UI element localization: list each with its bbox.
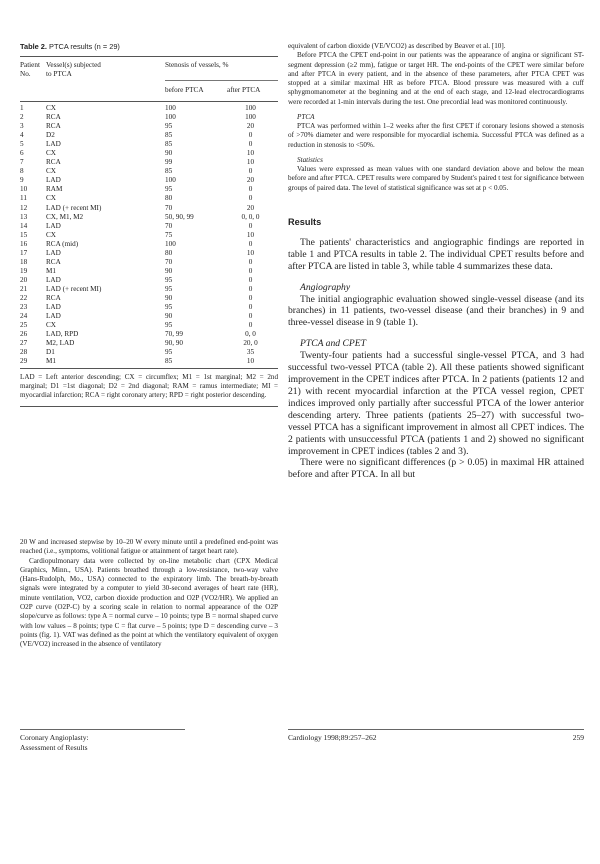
table-row: [20, 231, 278, 240]
cell-vessel: LAD: [46, 140, 61, 149]
cell-patient: 2: [20, 113, 24, 122]
cell-vessel: M2, LAD: [46, 339, 75, 348]
cell-after: 0: [248, 185, 253, 194]
cell-after: 0, 0, 0: [241, 212, 260, 221]
cell-vessel: RCA: [46, 158, 61, 167]
paragraph: Values were expressed as mean values with one standard deviation above and below the mean before and after PTCA. CPET results were compared by Student's paired t test for significance between groups of paired data. The level of statistical significance was set at p < 0.05.: [288, 164, 584, 192]
cell-before: 70: [165, 203, 173, 212]
table-bottom-rule: [20, 368, 278, 369]
cell-patient: 21: [20, 284, 28, 293]
cell-before: 100: [165, 113, 176, 122]
cell-after: 10: [246, 230, 255, 239]
table-row: [20, 167, 278, 176]
cell-after: 20: [246, 176, 255, 185]
cell-after: 10: [246, 158, 255, 167]
subheading-statistics: Statistics: [297, 155, 323, 164]
table-row: [20, 176, 278, 185]
cell-before: 90: [165, 293, 173, 302]
cell-after: 0: [248, 303, 253, 312]
table-row: [20, 276, 278, 285]
cell-before: 100: [165, 176, 176, 185]
cell-before: 90: [165, 312, 173, 321]
subheading-ptca-cpet: PTCA and CPET: [300, 338, 366, 350]
table-row: [20, 267, 278, 276]
header-stenosis: Stenosis of vessels, %: [165, 61, 229, 69]
cell-vessel: LAD: [46, 176, 61, 185]
cell-vessel: LAD: [46, 275, 61, 284]
table-row: [20, 240, 278, 249]
cell-after: 0: [248, 312, 253, 321]
journal-citation: Cardiology 1998;89:257–262: [288, 733, 377, 742]
cell-vessel: CX, M1, M2: [46, 212, 84, 221]
table-header-rule: [20, 101, 278, 102]
cell-patient: 28: [20, 348, 28, 357]
cell-after: 10: [246, 357, 255, 366]
header-vessel: Vessel(s) subjected to PTCA: [46, 61, 101, 78]
cell-after: 10: [246, 149, 255, 158]
cell-before: 95: [165, 348, 173, 357]
header-patient: Patient No.: [20, 61, 40, 78]
cell-after: 35: [246, 348, 255, 357]
cell-vessel: LAD: [46, 312, 61, 321]
table-2: [20, 42, 278, 407]
cell-after: 0, 0: [245, 330, 256, 339]
cell-patient: 17: [20, 248, 28, 257]
cell-patient: 19: [20, 266, 28, 275]
cell-before: 85: [165, 167, 173, 176]
cell-before: 99: [165, 158, 173, 167]
table-row: [20, 222, 278, 231]
cell-vessel: LAD: [46, 303, 61, 312]
table-row: [20, 285, 278, 294]
table-row: [20, 357, 278, 366]
cell-patient: 16: [20, 239, 28, 248]
cell-before: 90: [165, 149, 173, 158]
cell-before: 100: [165, 104, 176, 112]
cell-vessel: RCA: [46, 257, 61, 266]
header-before: before PTCA: [165, 86, 204, 94]
cell-vessel: RCA: [46, 293, 61, 302]
cell-patient: 29: [20, 357, 28, 366]
paragraph: PTCA was performed within 1–2 weeks after the first CPET if coronary lesions showed a stenosis of >70% diameter and were responsible for myocardial ischemia. Successful PTCA was defined as a reduction in stenosis to <50%.: [288, 122, 584, 149]
page-number: 259: [572, 733, 584, 742]
cell-patient: 24: [20, 312, 28, 321]
cell-after: 0: [248, 194, 253, 203]
cell-vessel: RCA: [46, 113, 61, 122]
cell-vessel: CX: [46, 149, 56, 158]
cell-before: 95: [165, 303, 173, 312]
footer-title-line2: Assessment of Results: [20, 743, 88, 752]
cell-patient: 27: [20, 339, 28, 348]
cell-vessel: M1: [46, 266, 56, 275]
cell-vessel: LAD (+ recent MI): [46, 203, 102, 212]
cell-after: 0: [248, 239, 253, 248]
paragraph: Twenty-four patients had a successful single-vessel PTCA, and 3 had successful two-vessel PTCA (table 2). All these patients showed significant improvement in the CPET indices after PTCA. In 2 patients (patients 12 and 21) with recent myocardial infarction at the PTCA vessel region, CPET indices improved only partially after successful PTCA of the lower anterior descending artery. Three patients (patients 25–27) with successful two-vessel PTCA has a significant improvement in almost all CPET indices. The 2 patients with unsuccessful PTCA (patients 1 and 2) showed no significant improvement in CPET indices (tables 2 and 3).: [288, 350, 584, 457]
cell-vessel: M1: [46, 357, 56, 366]
cell-before: 90: [165, 266, 173, 275]
table-row: [20, 312, 278, 321]
cell-patient: 20: [20, 275, 28, 284]
cell-after: 0: [248, 284, 253, 293]
paragraph: The initial angiographic evaluation showed single-vessel disease (and its branches) in 11 patients, two-vessel disease (and their branches) in 9 and three-vessel disease in 9 (table 1).: [288, 293, 584, 329]
cell-before: 95: [165, 185, 173, 194]
cell-before: 70: [165, 221, 173, 230]
cell-before: 50, 90, 99: [165, 212, 194, 221]
cell-before: 95: [165, 275, 173, 284]
table-row: [20, 131, 278, 140]
cell-vessel: CX: [46, 167, 56, 176]
right-column-text: [288, 42, 584, 481]
cell-patient: 18: [20, 257, 28, 266]
cell-vessel: LAD, RPD: [46, 330, 79, 339]
cell-patient: 23: [20, 303, 28, 312]
paragraph: Cardiopulmonary data were collected by on-line metabolic chart (CPX Medical Graphics, Minn., USA). Patients breathed through a low-resistance, two-way valve (Hans-Rudolph, Mo., USA) connected to the expiratory limb. The breath-by-breath signals were integrated by a computer to yield 30-second averages of heart rate (HR), minute ventilation, VO2, carbon dioxide production and O2P (VO2/HR). We applied an O2P curve (O2P-C) by a scoring scale in relation to normal appearance of the O2P slope/curve as follows: type A = normal curve – 10 points; type B = normal shaped curve with low values – 8 points; type C = flat curve – 5 points; type D = descending curve – 3 points (fig. 1). VAT was defined as the point at which the ventilatory equivalent of oxygen (VE/VO2) increased in the absence of ventilatory: [20, 556, 278, 649]
cell-vessel: LAD: [46, 248, 61, 257]
cell-after: 0: [248, 257, 253, 266]
table-title: Table 2. PTCA results (n = 29): [20, 42, 120, 51]
cell-patient: 7: [20, 158, 24, 167]
running-footer-right: [288, 729, 584, 743]
table-row: [20, 204, 278, 213]
cell-patient: 11: [20, 194, 27, 203]
table-row: [20, 158, 278, 167]
cell-after: 100: [245, 113, 256, 122]
cell-patient: 13: [20, 212, 28, 221]
cell-patient: 1: [20, 104, 24, 112]
cell-after: 100: [245, 104, 256, 112]
cell-vessel: CX: [46, 321, 56, 330]
cell-after: 0: [248, 266, 253, 275]
cell-patient: 9: [20, 176, 24, 185]
table-row: [20, 194, 278, 203]
cell-after: 20: [246, 203, 255, 212]
cell-after: 0: [248, 293, 253, 302]
cell-after: 0: [248, 140, 253, 149]
cell-patient: 22: [20, 293, 28, 302]
cell-vessel: RCA: [46, 122, 61, 131]
header-subrule: [165, 80, 278, 81]
cell-vessel: RCA (mid): [46, 239, 79, 248]
cell-before: 80: [165, 194, 173, 203]
cell-vessel: LAD: [46, 221, 61, 230]
table-footnote: LAD = Left anterior descending; CX = circumflex; M1 = 1st marginal; M2 = 2nd marginal; D1 =1st diagonal; D2 = 2nd diagonal; RAM = ramus intermediate; MI = myocardial infarction; RCA = right coronary artery; RPD = right posterior descending.: [20, 373, 278, 400]
cell-after: 20: [246, 122, 255, 131]
paragraph: Before PTCA the CPET end-point in our patients was the appearance of angina or significant ST-segment depression (≥2 mm), fatigue or target HR. The end-points of the CPET were similar before and after PTCA in every patient, and in the absence of these parameters, after PTCA CPET was stopped at a similar maximal HR as before PTCA. Blood pressure was measured with a cuff sphygmomanometer at the beginning and at the end of each stage, and 12-lead electrocardiograms were recorded at 1-min intervals during the test. One precordial lead was monitored continuously.: [288, 51, 584, 106]
cell-after: 0: [248, 167, 253, 176]
cell-patient: 6: [20, 149, 24, 158]
cell-before: 90, 90: [165, 339, 183, 348]
table-row: [20, 113, 278, 122]
cell-before: 95: [165, 284, 173, 293]
table-header: [20, 57, 278, 101]
running-footer-left: [20, 729, 185, 753]
cell-after: 0: [248, 221, 253, 230]
cell-before: 100: [165, 239, 176, 248]
cell-after: 0: [248, 131, 253, 140]
cell-after: 10: [246, 248, 255, 257]
left-column-text: [20, 538, 278, 650]
table-row: [20, 294, 278, 303]
table-body: [20, 104, 278, 366]
section-heading-results: Results: [288, 216, 322, 227]
table-row: [20, 149, 278, 158]
cell-after: 20, 0: [243, 339, 258, 348]
cell-patient: 10: [20, 185, 28, 194]
table-row: [20, 213, 278, 222]
cell-after: 0: [248, 275, 253, 284]
table-row: [20, 249, 278, 258]
header-after: after PTCA: [227, 86, 261, 94]
cell-before: 95: [165, 122, 173, 131]
cell-vessel: CX: [46, 104, 56, 112]
cell-patient: 12: [20, 203, 28, 212]
table-row: [20, 185, 278, 194]
cell-vessel: D2: [46, 131, 55, 140]
table-row: [20, 330, 278, 339]
table-row: [20, 303, 278, 312]
table-row: [20, 321, 278, 330]
cell-patient: 14: [20, 221, 28, 230]
table-end-rule: [20, 406, 278, 407]
cell-vessel: LAD (+ recent MI): [46, 284, 102, 293]
table-row: [20, 339, 278, 348]
cell-patient: 8: [20, 167, 24, 176]
cell-before: 80: [165, 248, 173, 257]
table-row: [20, 258, 278, 267]
cell-before: 85: [165, 357, 173, 366]
cell-before: 75: [165, 230, 173, 239]
cell-patient: 15: [20, 230, 28, 239]
table-row: [20, 122, 278, 131]
cell-before: 95: [165, 321, 173, 330]
cell-patient: 26: [20, 330, 28, 339]
table-row: [20, 104, 278, 113]
subheading-angiography: Angiography: [300, 281, 351, 293]
cell-before: 85: [165, 131, 173, 140]
paragraph: There were no significant differences (p > 0.05) in maximal HR attained before and after PTCA. In all but: [288, 457, 584, 481]
paragraph: equivalent of carbon dioxide (VE/VCO2) as described by Beaver et al. [10].: [288, 42, 506, 50]
cell-vessel: D1: [46, 348, 55, 357]
cell-patient: 5: [20, 140, 24, 149]
table-row: [20, 348, 278, 357]
cell-patient: 25: [20, 321, 28, 330]
cell-patient: 4: [20, 131, 24, 140]
subheading-ptca: PTCA: [297, 113, 315, 122]
cell-after: 0: [248, 321, 253, 330]
cell-patient: 3: [20, 122, 24, 131]
cell-before: 85: [165, 140, 173, 149]
cell-before: 70, 99: [165, 330, 183, 339]
cell-vessel: CX: [46, 230, 56, 239]
paragraph: 20 W and increased stepwise by 10–20 W every minute until a predefined end-point was reached (i.e., symptoms, volitional fatigue or attainment of target heart rate).: [20, 538, 278, 556]
cell-vessel: RAM: [46, 185, 63, 194]
paragraph: The patients' characteristics and angiographic findings are reported in table 1 and PTCA results in table 2. The individual CPET results before and after PTCA are listed in table 3, while table 4 summarizes these data.: [288, 236, 584, 272]
cell-before: 70: [165, 257, 173, 266]
cell-vessel: CX: [46, 194, 56, 203]
footer-title-line1: Coronary Angioplasty:: [20, 733, 89, 742]
table-row: [20, 140, 278, 149]
